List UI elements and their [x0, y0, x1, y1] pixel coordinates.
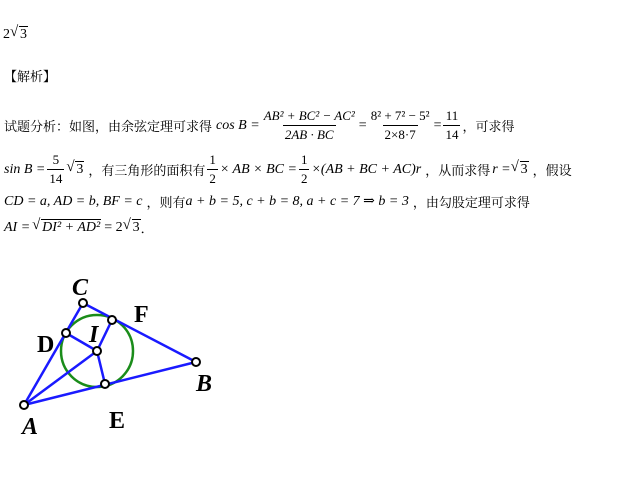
solution-line-2	[4, 152, 572, 187]
answer-radicand: 3	[20, 27, 27, 42]
side-ab	[24, 362, 196, 405]
ai-equals: = 2	[104, 219, 123, 235]
segment-if	[97, 320, 112, 351]
result-fraction	[443, 108, 460, 143]
line3-text1: ，则有	[146, 196, 186, 211]
cosine-law-fraction	[262, 108, 357, 143]
point-d	[62, 329, 70, 337]
area-expression-2: ×(AB + BC + AC)r	[311, 161, 422, 177]
point-a	[20, 401, 28, 409]
half-fraction-1	[207, 152, 218, 187]
label-e: E	[109, 408, 126, 434]
r-label: r =	[492, 161, 511, 177]
line2-text3: ，假设	[532, 164, 572, 179]
variable-definitions: CD = a, AD = b, BF = c	[4, 193, 143, 209]
label-b: B	[196, 371, 213, 397]
analysis-header: 【解析】	[4, 70, 57, 85]
point-i	[93, 347, 101, 355]
answer-coef: 2	[3, 26, 10, 42]
segment-ie	[97, 351, 105, 384]
cos-b-label: cos B =	[216, 117, 260, 133]
cosine-numerator: AB² + BC² − AC²	[263, 108, 355, 123]
half1-denominator: 2	[209, 171, 216, 186]
sin-denominator: 14	[49, 171, 63, 186]
label-i: I	[89, 322, 99, 348]
sin-sqrt: √ 3	[66, 159, 84, 177]
label-f: F	[134, 302, 149, 328]
equation-system: a + b = 5, c + b = 8, a + c = 7 ⇒ b = 3	[185, 194, 409, 209]
ai-answer-sqrt: √ 3	[122, 217, 140, 235]
numeric-numerator: 8² + 7² − 5²	[370, 108, 430, 123]
line2-text1: ，有三角形的面积有	[88, 164, 206, 179]
label-a: A	[22, 414, 39, 440]
half1-numerator: 1	[209, 152, 216, 167]
ai-radicand: DI² + AD²	[42, 220, 101, 235]
result-denominator: 14	[445, 127, 459, 142]
area-expression-1: × AB × BC =	[219, 161, 297, 177]
solution-line-4	[4, 218, 154, 237]
solution-line-1: 试题分析：如图，由余弦定理可求得 cos B = $\frac{\text{AB² + BC² − AC²}}{2AB \cdot BC}$ = $\frac{\text{8² + 7² − 5²}}{2\times 8\cdot 7}$ = $\frac{11}{14}$ ，可求得	[4, 108, 515, 142]
half2-numerator: 1	[300, 152, 308, 167]
ai-label: AI =	[4, 219, 31, 235]
sin-radicand: 3	[76, 162, 84, 177]
label-d: D	[37, 332, 55, 358]
half-fraction-2	[299, 152, 310, 187]
result-numerator: 11	[445, 108, 459, 123]
line1-intro: 试题分析：如图，由余弦定理可求得	[4, 120, 213, 135]
r-radicand: 3	[520, 162, 528, 177]
line4-dot: ．	[140, 222, 154, 237]
numeric-fraction	[369, 108, 432, 143]
ai-answer-radicand: 3	[132, 220, 140, 235]
answer-sqrt: √ 3	[10, 24, 27, 42]
answer-value	[3, 26, 28, 43]
sin-b-label: sin B =	[4, 161, 46, 177]
cosine-denominator: 2AB · BC	[284, 127, 334, 142]
point-e	[101, 380, 109, 388]
line3-text2: ，由勾股定理可求得	[412, 196, 530, 211]
solution-line-3	[4, 192, 530, 211]
numeric-denominator: 2×8·7	[384, 127, 416, 142]
triangle-incircle-figure	[0, 260, 260, 503]
point-f	[108, 316, 116, 324]
sin-numerator: 5	[52, 152, 60, 167]
line2-text2: ，从而求得	[425, 164, 491, 179]
sin-fraction	[47, 152, 64, 187]
line1-tail: ，可求得	[462, 120, 515, 135]
label-c: C	[72, 275, 89, 301]
point-b	[192, 358, 200, 366]
half2-denominator: 2	[300, 171, 308, 186]
r-sqrt: √ 3	[510, 159, 528, 177]
ai-sqrt: √ DI² + AD²	[32, 217, 101, 235]
